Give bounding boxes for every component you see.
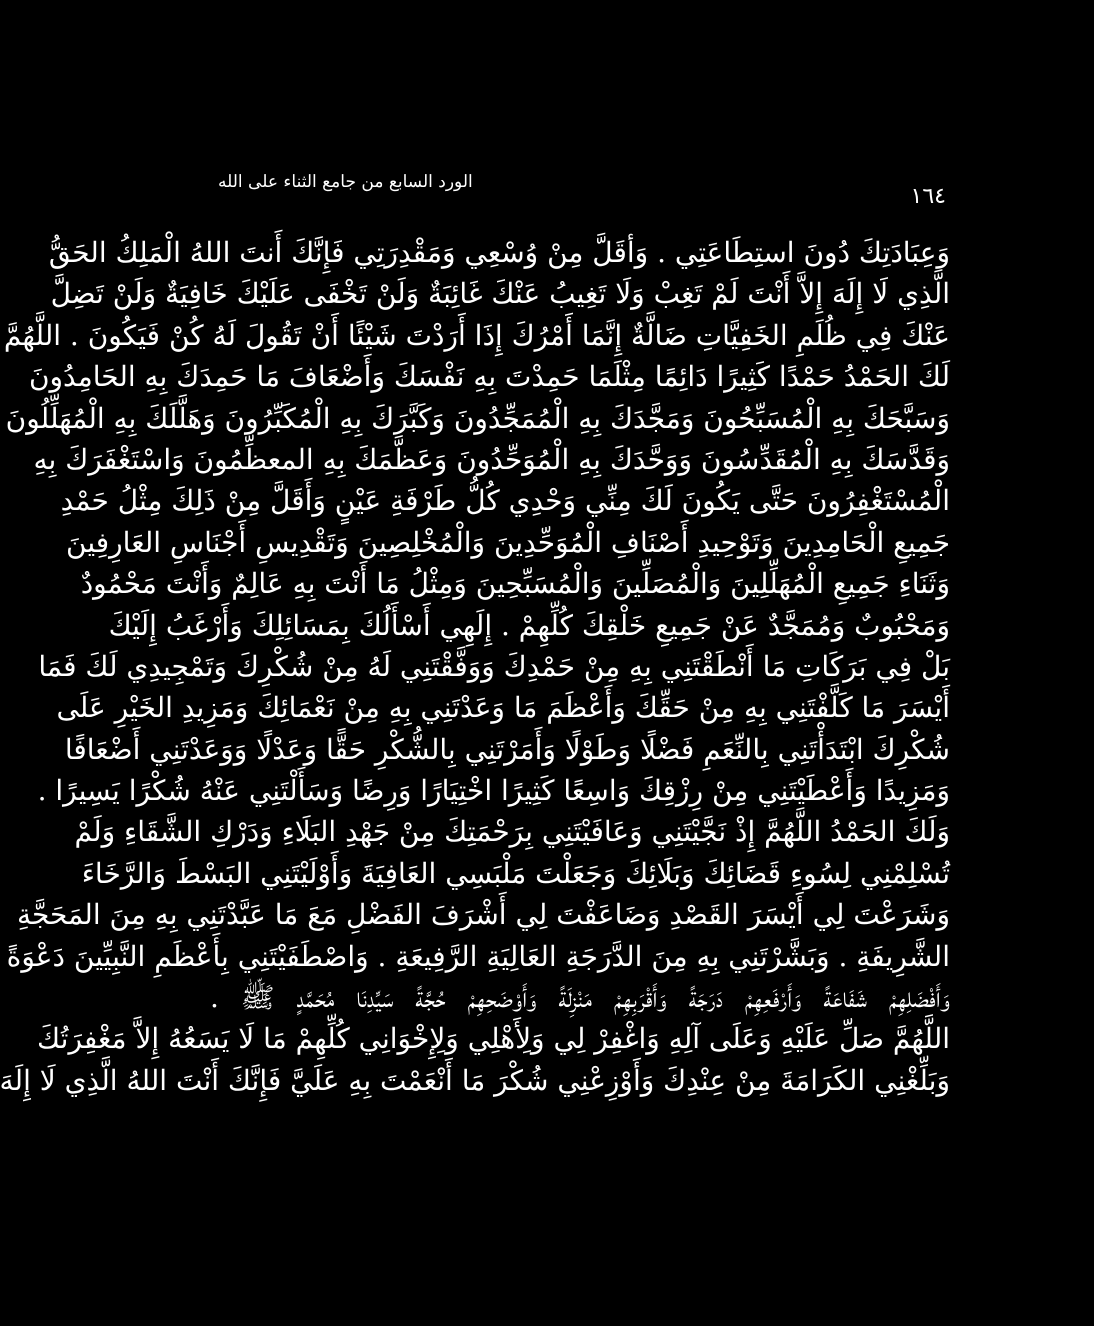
page-header [218,172,946,212]
text-line-16: تُسْلِمْنِي لِسُوءِ قَضَائِكَ وَبَلَائِكَ وَجَعَلْتَ مَلْبَسِي العَافِيَةَ وَأَوْلَيْتَنِي البَسْطَ وَالرَّخَاءَ [81,856,950,890]
text-line-19: وَأَفْضَلِهِمْ شَفَاعَةً وَأَرْفَعِهِمْ دَرَجَةً وَأَقْرَبِهِمْ مَنْزِلَةً وَأَوْضَحِهِمْ حُجَّةً سَيِّدِنَا مُحَمَّدٍ ﷺ . [210,981,950,1015]
text-line-7: الْمُسْتَغْفِرُونَ حَتَّى يَكُونَ لَكَ مِنِّي وَحْدِي كُلُّ طَرْفَةِ عَيْنٍ وَأَقَلَّ مِنْ ذَلِكَ مِثْلُ حَمْدِ [60,484,950,518]
text-line-8: جَمِيعِ الْحَامِدِينَ وَتَوْحِيدِ أَصْنَافِ الْمُوَحِّدِينَ وَالْمُخْلِصِينَ وَتَقْدِيسِ أَجْنَاسِ العَارِفِينَ [66,525,950,559]
text-line-18: الشَّرِيفَةِ . وَبَشَّرْتَنِي بِهِ مِنَ الدَّرَجَةِ العَالِيَةِ الرَّفِيعَةِ . وَاصْطَفَيْتَنِي بِأَعْظَمِ النَّبِيِّينَ دَعْوَةً [6,939,950,973]
running-title: الورد السابع من جامع الثناء على الله [218,172,473,192]
text-line-2: الَّذِي لَا إِلَهَ إِلاَّ أَنْتَ لَمْ تَغِبْ وَلَا تَغِيبُ عَنْكَ غَائِبَةٌ وَلَنْ تَخْفَى عَلَيْكَ خَافِيَةٌ وَلَنْ تَضِلَّ [50,277,950,311]
page-number: ١٦٤ [910,184,946,209]
text-line-17: وَشَرَعْتَ لِي أَيْسَرَ القَصْدِ وَضَاعَفْتَ لِي أَشْرَفَ الفَضْلِ مَعَ مَا عَبَّدْتَنِي بِهِ مِنَ المَحَجَّةِ [16,898,950,932]
text-line-14: وَمَزِيدًا وَأَعْطَيْتَنِي مِنْ رِزْقِكَ وَاسِعًا كَثِيرًا اخْتِيَارًا وَرِضًا وَسَأَلْتَنِي عَنْهُ شُكْرًا يَسِيرًا . [37,774,950,808]
text-line-1: وَعِبَادَتِكَ دُونَ استِطَاعَتِي . وَأقَلَّ مِنْ وُسْعِي وَمَقْدِرَتِي فَإِنَّكَ أَنتَ اللهُ الْمَلِكُ الحَقُّ [48,236,950,269]
text-line-13: شُكْرِكَ ابْتَدَأْتَنِي بِالنِّعَمِ فَضْلًا وَطَوْلًا وَأَمَرْتَنِي بِالشُّكْرِ حَقًّا وَعَدْلًا وَوَعَدْتَنِي أَضْعَافًا [64,732,950,766]
text-line-12: أَيْسَرَ مَا كَلَّفْتَنِي بِهِ مِنْ حَقِّكَ وَأَعْظَمَ مَا وَعَدْتَنِي بِهِ مِنْ نَعْمَائِكَ وَمَزِيدِ الخَيْرِ عَلَى [56,691,950,725]
text-line-5: وَسَبَّحَكَ بِهِ الْمُسَبِّحُونَ وَمَجَّدَكَ بِهِ الْمُمَجِّدُونَ وَكَبَّرَكَ بِهِ الْمُكَبِّرُونَ وَهَلَّلَكَ بِهِ الْمُهَلِّلُونَ [5,401,950,435]
text-line-6: وَقَدَّسَكَ بِهِ الْمُقَدِّسُونَ وَوَحَّدَكَ بِهِ الْمُوَحِّدُونَ وَعَظَّمَكَ بِهِ المعظِّمُونَ وَاسْتَغْفَرَكَ بِهِ [33,442,950,476]
text-line-9: وَثَنَاءِ جَمِيعِ الْمُهَلِّلِينَ وَالْمُصَلِّينَ وَالْمُسَبِّحِينَ وَمِثْلُ مَا أَنْتَ بِهِ عَالِمٌ وَأَنْتَ مَحْمُودٌ [80,567,950,601]
text-line-20: اللَّهُمَّ صَلِّ عَلَيْهِ وَعَلَى آلِهِ وَاغْفِرْ لِي وَلِأَهْلِي وَلِإِخْوَانِي كُلِّهِمْ مَا لَا يَسَعُهُ إِلاَّ مَغْفِرَتُكَ [37,1022,950,1056]
text-line-4: لَكَ الحَمْدُ حَمْدًا كَثِيرًا دَائِمًا مِثْلَمَا حَمِدْتَ بِهِ نَفْسَكَ وَأَضْعَافَ مَا حَمِدَكَ بِهِ الحَامِدُونَ [28,360,950,394]
text-line-10: وَمَحْبُوبٌ وَمُمَجَّدٌ عَنْ جَمِيعِ خَلْقِكَ كُلِّهِمْ . إِلَهِي أَسْأَلُكَ بِمَسَائِلِكَ وَأَرْغَبُ إِلَيْكَ [108,608,950,642]
text-line-21: وَبَلِّغْنِي الكَرَامَةَ مِنْ عِنْدِكَ وَأَوْزِعْنِي شُكْرَ مَا أَنْعَمْتَ بِهِ عَلَيَّ فَإِنَّكَ أَنْتَ اللهُ الَّذِي لَا إِلَهَ [0,1063,950,1097]
body-text [0,232,950,1101]
text-line-15: وَلَكَ الحَمْدُ اللَّهُمَّ إِذْ نَجَّيْتَنِي وَعَافَيْتَنِي بِرَحْمَتِكَ مِنْ جَهْدِ البَلَاءِ وَدَرْكِ الشَّقَاءِ وَلَمْ [74,815,950,849]
text-line-3: عَنْكَ فِي ظُلَمِ الخَفِيَّاتِ ضَالَّةٌ إِنَّمَا أَمْرُكَ إِذَا أَرَدْتَ شَيْئًا أَنْ تَقُولَ لَهُ كُنْ فَيَكُونَ . اللَّهُمَّ [3,318,950,352]
text-line-11: بَلْ فِي بَرَكَاتِ مَا أَنْطَقْتَنِي بِهِ مِنْ حَمْدِكَ وَوَفَّقْتَنِي لَهُ مِنْ شُكْرِكَ وَتَمْجِيدِي لَكَ فَمَا [38,649,950,683]
